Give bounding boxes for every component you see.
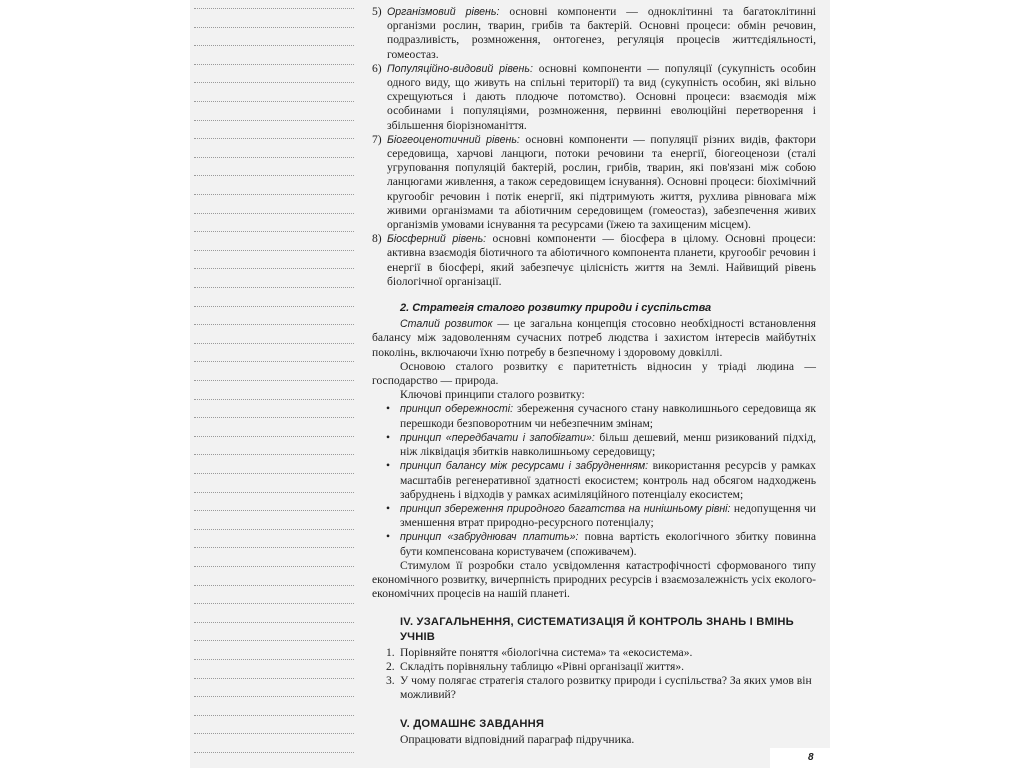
note-line	[194, 138, 354, 139]
question-text: Складіть порівняльну таблицю «Рівні організації життя».	[400, 659, 685, 673]
level-item	[372, 133, 816, 232]
note-line	[194, 492, 354, 493]
note-line	[194, 696, 354, 697]
definition-text: — це загальна концепція стосовно необхідності встановлення балансу між задоволенням сучасних потреб людства і захистом інтересів майбутніх поколінь, включаючи їхню потребу в безпечному і здоровому довкіллі.	[372, 317, 816, 359]
bullet-icon: •	[386, 402, 391, 416]
question-number: 3.	[386, 674, 395, 688]
level-term: Біогеоценотичний рівень:	[387, 133, 520, 146]
principle-text: використання ресурсів у рамках масштабів регенеративної здатності екосистем; контроль над обсягом надходжень забруднень і відходів у рамках асиміляційного потенціалу екосистем;	[400, 459, 816, 501]
level-text: основні компоненти — одноклітинні та багатоклітинні організми рослин, тварин, грибів та бактерій. Основні процеси: обмін речовин, подразливість, розмноження, онтогенез, регуляція процесів життєдіяльності, гомеостаз.	[387, 5, 816, 61]
note-line	[194, 678, 354, 679]
principle-term: принцип збереження природного багатства на нинішньому рівні:	[400, 502, 731, 515]
note-line	[194, 622, 354, 623]
note-line	[194, 752, 354, 753]
level-term: Біосферний рівень:	[387, 233, 487, 246]
note-line	[194, 343, 354, 344]
principle-term: принцип обережності:	[400, 403, 514, 416]
note-line	[194, 529, 354, 530]
level-item	[372, 62, 816, 133]
level-item	[372, 232, 816, 289]
note-line	[194, 380, 354, 381]
level-text: основні компоненти — популяції (сукупність особин одного виду, що живуть на спільні території) та вид (сукупність особин, які вільно схрещуються і дають плодюче потомство). Основні процеси: взаємодія між особинами і популяціями, розмноження, первинні еволюційні перетворення і збільшення біорізноманіття.	[387, 61, 816, 132]
note-line	[194, 231, 354, 232]
notes-margin	[190, 0, 366, 768]
note-line	[194, 399, 354, 400]
principles-list	[372, 402, 816, 558]
list-item	[372, 530, 816, 558]
section-4-heading: IV. УЗАГАЛЬНЕННЯ, СИСТЕМАТИЗАЦІЯ Й КОНТРОЛЬ ЗНАНЬ І ВМІНЬ УЧНІВ	[400, 616, 794, 643]
bullet-icon: •	[386, 530, 391, 544]
principle-term: принцип балансу між ресурсами і забрудненням:	[400, 460, 649, 473]
note-line	[194, 585, 354, 586]
list-item	[372, 431, 816, 459]
note-line	[194, 324, 354, 325]
question-number: 1.	[386, 645, 395, 659]
note-line	[194, 213, 354, 214]
levels-list	[372, 5, 816, 289]
level-text: основні компоненти — біосфера в цілому. Основні процеси: активна взаємодія біотичного та абіотичного компонента планети, кругообіг речовин і енергії в біосфері, який забезпечує цілісність життя на Землі. Найвищий рівень біологічної організації.	[387, 232, 816, 288]
strategy-heading: 2. Стратегія сталого розвитку природи і суспільства	[400, 302, 712, 315]
note-line	[194, 194, 354, 195]
note-line	[194, 361, 354, 362]
note-line	[194, 268, 354, 269]
bullet-icon: •	[386, 501, 391, 515]
note-line	[194, 640, 354, 641]
note-line	[194, 436, 354, 437]
note-line	[194, 510, 354, 511]
principles-intro: Ключові принципи сталого розвитку:	[400, 388, 585, 402]
closing-paragraph: Стимулом її розробки стало усвідомлення катастрофічності сформованого типу економічного розвитку, вичерпність природних ресурсів і взаємозалежність усіх еколого-економічних процесів на нашій планеті.	[372, 558, 816, 601]
note-line	[194, 603, 354, 604]
level-number: 5)	[372, 5, 382, 18]
note-line	[194, 287, 354, 288]
note-line	[194, 27, 354, 28]
list-item	[372, 502, 816, 530]
note-line	[194, 733, 354, 734]
homework-text: Опрацювати відповідний параграф підручника.	[400, 732, 635, 746]
note-line	[194, 473, 354, 474]
question-text: Порівняйте поняття «біологічна система» та «екосистема».	[400, 645, 693, 659]
principle-term: принцип «забруднювач платить»:	[400, 531, 579, 544]
page-number: 8	[808, 752, 814, 763]
note-line	[194, 659, 354, 660]
list-item	[372, 402, 816, 430]
note-line	[194, 157, 354, 158]
note-line	[194, 101, 354, 102]
definition-term: Сталий розвиток	[400, 318, 493, 331]
basis-paragraph: Основою сталого розвитку є паритетність відносин у тріаді людина — господарство — природа.	[372, 359, 816, 388]
level-term: Популяційно-видовий рівень:	[387, 62, 533, 75]
note-line	[194, 175, 354, 176]
note-line	[194, 8, 354, 9]
question-text: У чому полягає стратегія сталого розвитку природи і суспільства? За яких умов він можливий?	[400, 674, 812, 702]
level-term: Організмовий рівень:	[387, 6, 500, 18]
note-line	[194, 715, 354, 716]
level-number: 6)	[372, 61, 382, 75]
note-line	[194, 306, 354, 307]
note-line	[194, 82, 354, 83]
principle-text: збереження сучасного стану навколишнього середовища як перешкоди безповоротним чи небезпечним змінам;	[400, 402, 816, 430]
bullet-icon: •	[386, 430, 391, 444]
note-line	[194, 566, 354, 567]
note-line	[194, 454, 354, 455]
note-line	[194, 45, 354, 46]
principle-text: повна вартість екологічного збитку повинна бути компенсована користувачем (споживачем).	[400, 530, 816, 558]
note-line	[194, 547, 354, 548]
note-line	[194, 417, 354, 418]
section-5-heading: V. ДОМАШНЄ ЗАВДАННЯ	[400, 717, 545, 730]
question-item	[372, 660, 816, 674]
page-corner	[770, 748, 830, 768]
question-item	[372, 646, 816, 660]
definition-paragraph	[372, 317, 816, 360]
principle-term: принцип «передбачати і запобігати»:	[400, 431, 595, 444]
level-number: 8)	[372, 232, 382, 246]
note-line	[194, 64, 354, 65]
level-item	[372, 5, 816, 62]
principle-text: більш дешевий, менш ризикований підхід, ніж ліквідація збитків навколишньому середовищу;	[400, 430, 816, 459]
note-line	[194, 120, 354, 121]
level-text: основні компоненти — популяції різних видів, фактори середовища, харчові ланцюги, потоки речовини та енергії, біогеоценози (сталі угруповання популяцій бактерій, рослин, грибів, тварин, які пов'язані між собою ланцюгами живлення, а також середовищем існування). Основні процеси: біохімічний кругообіг речовин і потік енергії, які підтримують життя, рухлива рівновага між живими організмами та абіотичним середовищем (гомеостаз), забезпечення живих організмів умовами існування та ресурсами (їжею та захищеним місцем).	[387, 132, 816, 232]
bullet-icon: •	[386, 459, 391, 473]
level-number: 7)	[372, 132, 382, 146]
principle-text: недопущення чи зменшення втрат природно-ресурсного потенціалу;	[400, 501, 816, 530]
list-item	[372, 459, 816, 502]
question-number: 2.	[386, 659, 395, 673]
question-item	[372, 674, 816, 702]
note-line	[194, 250, 354, 251]
page-text	[372, 5, 816, 747]
